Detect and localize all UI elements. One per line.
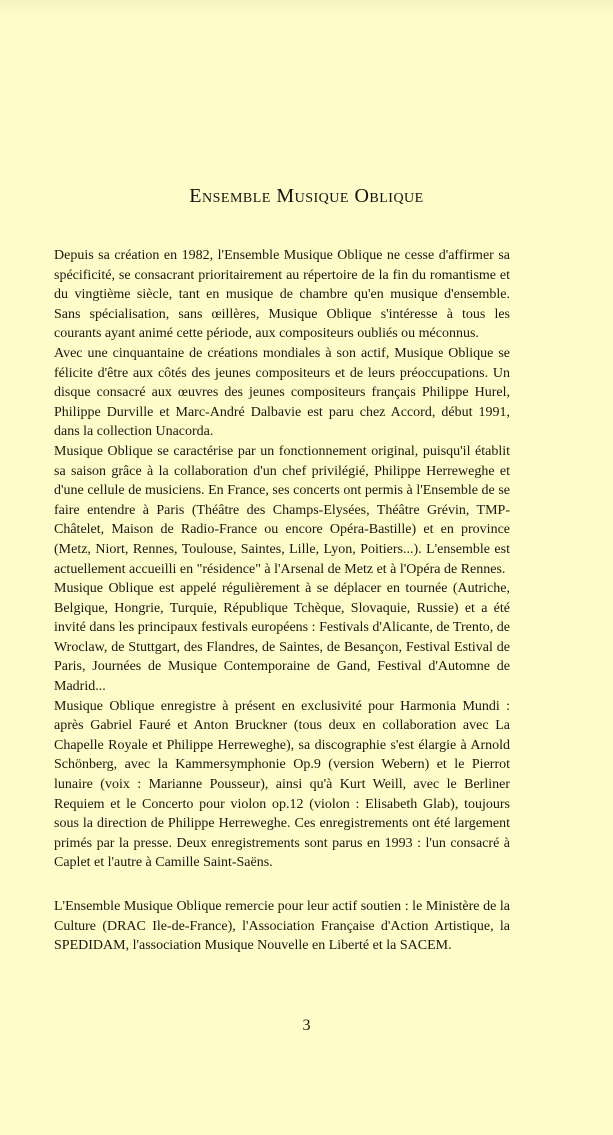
page-number: 3 [302, 1017, 311, 1034]
scan-edge [0, 0, 613, 14]
paragraph-tournees: Musique Oblique est appelé régulièrement à se déplacer en tournée (Autriche, Belgique, Hongrie, Turquie, République Tchèque, Slovaquie, Russie) et a été invité dans les principaux festivals européens : Festivals d'Alicante, de Trento, de Wroclaw, de Stuttgart, des Flandres, de Saintes, de Besançon, Festival Estival de Paris, Journées de Musique Contemporaine de Gand, Festival d'Automne de Madrid... [54, 581, 510, 695]
paragraph-fonctionnement: Musique Oblique se caractérise par un fonctionnement original, puisqu'il établit sa saison grâce à la collaboration d'un chef privilégié, Philippe Herreweghe et d'une cellule de musiciens. En France, ses concerts ont permis à l'Ensemble de se faire entendre à Paris (Théâtre des Champs-Elysées, Théâtre Grévin, TMP-Châtelet, Maison de Radio-France ou encore Opéra-Bastille) et en province (Metz, Niort, Rennes, Toulouse, Saintes, Lille, Lyon, Poitiers...). L'ensemble est actuellement accueilli en "résidence" à l'Arsenal de Metz et à l'Opéra de Rennes. [54, 443, 510, 577]
body-text [54, 246, 510, 873]
paragraph-creation: Depuis sa création en 1982, l'Ensemble Musique Oblique ne cesse d'affirmer sa spécificité, se consacrant prioritairement au répertoire de la fin du romantisme et du vingtième siècle, tant en musique de chambre qu'en musique d'ensemble. Sans spécialisation, sans œillères, Musique Oblique s'intéresse à tous les courants ayant animé cette période, aux compositeurs oubliés ou méconnus. [54, 248, 510, 342]
acknowledgements-paragraph: L'Ensemble Musique Oblique remercie pour leur actif soutien : le Ministère de la Culture (DRAC Ile-de-France), l'Association Française d'Action Artistique, la SPEDIDAM, l'association Musique Nouvelle en Liberté et la SACEM. [54, 899, 510, 954]
paragraph-creations-mondiales: Avec une cinquantaine de créations mondiales à son actif, Musique Oblique se félicite d'être aux côtés des jeunes compositeurs et de leurs préoccupations. Un disque consacré aux œuvres des jeunes compositeurs français Philippe Hurel, Philippe Durville et Marc-André Dalbavie est paru chez Accord, début 1991, dans la collection Unacorda. [54, 345, 510, 440]
paragraph-discographie: Musique Oblique enregistre à présent en exclusivité pour Harmonia Mundi : après Gabriel Fauré et Anton Bruckner (tous deux en collaboration avec La Chapelle Royale et Philippe Herreweghe), sa discographie s'est élargie à Arnold Schönberg, avec la Kammersymphonie Op.9 (version Webern) et le Pierrot lunaire (voix : Marianne Pousseur), ainsi qu'à Kurt Weill, avec le Berliner Requiem et le Concerto pour violon op.12 (violon : Elisabeth Glab), toujours sous la direction de Philippe Herreweghe. Ces enregistrements ont été largement primés par la presse. Deux enregistrements sont parus en 1993 : l'un consacré à Caplet et l'autre à Camille Saint-Saëns. [54, 698, 510, 871]
page-title: Ensemble Musique Oblique [189, 185, 424, 207]
